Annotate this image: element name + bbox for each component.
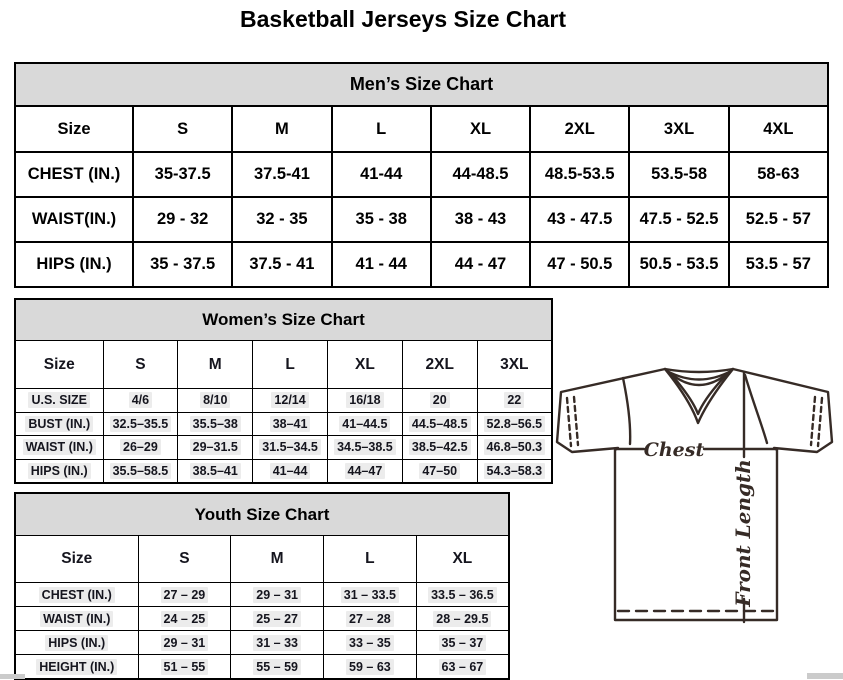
column-header: S xyxy=(103,341,178,389)
size-value: 47.5 - 52.5 xyxy=(629,197,728,242)
column-header: M xyxy=(232,106,331,152)
size-value: 32.5–35.5 xyxy=(103,412,178,436)
front-length-label: Front Length xyxy=(731,459,755,607)
size-value: 12/14 xyxy=(253,389,328,413)
column-header: 2XL xyxy=(402,341,477,389)
size-value: 35 – 37 xyxy=(416,631,509,655)
row-label: CHEST (IN.) xyxy=(15,583,138,607)
table-row xyxy=(15,459,552,483)
size-value: 29 – 31 xyxy=(231,583,324,607)
column-header: L xyxy=(253,341,328,389)
size-value: 43 - 47.5 xyxy=(530,197,629,242)
size-value: 16/18 xyxy=(327,389,402,413)
size-value: 31.5–34.5 xyxy=(253,436,328,460)
size-value: 51 – 55 xyxy=(138,655,231,680)
table-row xyxy=(15,389,552,413)
table-row xyxy=(15,631,509,655)
jersey-measurement-diagram xyxy=(552,362,837,677)
table-row xyxy=(15,436,552,460)
size-value: 35.5–38 xyxy=(178,412,253,436)
size-value: 44 - 47 xyxy=(431,242,530,287)
column-header: 2XL xyxy=(530,106,629,152)
size-value: 29 – 31 xyxy=(138,631,231,655)
size-value: 47 - 50.5 xyxy=(530,242,629,287)
size-value: 4/6 xyxy=(103,389,178,413)
table-row xyxy=(15,242,828,287)
size-value: 22 xyxy=(477,389,552,413)
size-value: 53.5 - 57 xyxy=(729,242,828,287)
scrollbar-fragment-right[interactable] xyxy=(807,673,843,679)
size-value: 31 – 33.5 xyxy=(324,583,417,607)
column-header: S xyxy=(138,536,231,583)
column-header: XL xyxy=(416,536,509,583)
column-header: L xyxy=(332,106,431,152)
size-value: 32 - 35 xyxy=(232,197,331,242)
size-value: 33.5 – 36.5 xyxy=(416,583,509,607)
row-label: CHEST (IN.) xyxy=(15,152,133,197)
size-value: 29 - 32 xyxy=(133,197,232,242)
column-header: M xyxy=(178,341,253,389)
size-value: 35 - 37.5 xyxy=(133,242,232,287)
column-header: Size xyxy=(15,341,103,389)
size-value: 44.5–48.5 xyxy=(402,412,477,436)
chart-title: Youth Size Chart xyxy=(15,493,509,536)
size-value: 38–41 xyxy=(253,412,328,436)
table-row xyxy=(15,412,552,436)
size-value: 50.5 - 53.5 xyxy=(629,242,728,287)
row-label: BUST (IN.) xyxy=(15,412,103,436)
size-value: 29–31.5 xyxy=(178,436,253,460)
column-header: XL xyxy=(327,341,402,389)
size-value: 27 – 29 xyxy=(138,583,231,607)
size-value: 34.5–38.5 xyxy=(327,436,402,460)
size-value: 37.5-41 xyxy=(232,152,331,197)
size-value: 28 – 29.5 xyxy=(416,607,509,631)
size-value: 35 - 38 xyxy=(332,197,431,242)
size-value: 48.5-53.5 xyxy=(530,152,629,197)
column-header: 3XL xyxy=(629,106,728,152)
size-value: 24 – 25 xyxy=(138,607,231,631)
chart-title: Men’s Size Chart xyxy=(15,63,828,106)
page-title: Basketball Jerseys Size Chart xyxy=(239,6,566,32)
size-value: 38.5–42.5 xyxy=(402,436,477,460)
row-label: HIPS (IN.) xyxy=(15,242,133,287)
size-value: 38 - 43 xyxy=(431,197,530,242)
size-value: 31 – 33 xyxy=(231,631,324,655)
size-value: 52.8–56.5 xyxy=(477,412,552,436)
chest-label: Chest xyxy=(643,439,705,461)
size-value: 35.5–58.5 xyxy=(103,459,178,483)
column-header: Size xyxy=(15,106,133,152)
table-row xyxy=(15,655,509,680)
size-value: 53.5-58 xyxy=(629,152,728,197)
size-value: 33 – 35 xyxy=(324,631,417,655)
size-value: 59 – 63 xyxy=(324,655,417,680)
youth-size-chart-table xyxy=(14,492,510,680)
column-header: XL xyxy=(431,106,530,152)
row-label: HIPS (IN.) xyxy=(15,459,103,483)
table-row xyxy=(15,583,509,607)
size-value: 25 – 27 xyxy=(231,607,324,631)
table-row xyxy=(15,152,828,197)
column-header: S xyxy=(133,106,232,152)
size-value: 58-63 xyxy=(729,152,828,197)
row-label: WAIST (IN.) xyxy=(15,436,103,460)
size-value: 52.5 - 57 xyxy=(729,197,828,242)
size-value: 55 – 59 xyxy=(231,655,324,680)
column-header: 3XL xyxy=(477,341,552,389)
column-header: Size xyxy=(15,536,138,583)
size-value: 8/10 xyxy=(178,389,253,413)
size-value: 37.5 - 41 xyxy=(232,242,331,287)
column-header: L xyxy=(324,536,417,583)
size-value: 44–47 xyxy=(327,459,402,483)
size-value: 26–29 xyxy=(103,436,178,460)
size-value: 47–50 xyxy=(402,459,477,483)
row-label: WAIST (IN.) xyxy=(15,607,138,631)
column-header: 4XL xyxy=(729,106,828,152)
table-row xyxy=(15,197,828,242)
size-value: 54.3–58.3 xyxy=(477,459,552,483)
jersey-outline xyxy=(557,369,832,622)
size-value: 63 – 67 xyxy=(416,655,509,680)
row-label: HEIGHT (IN.) xyxy=(15,655,138,680)
scrollbar-fragment-left[interactable] xyxy=(0,674,25,679)
size-value: 41–44 xyxy=(253,459,328,483)
table-row xyxy=(15,607,509,631)
row-label: WAIST(IN.) xyxy=(15,197,133,242)
size-value: 41-44 xyxy=(332,152,431,197)
size-value: 38.5–41 xyxy=(178,459,253,483)
row-label: U.S. SIZE xyxy=(15,389,103,413)
row-label: HIPS (IN.) xyxy=(15,631,138,655)
chart-title: Women’s Size Chart xyxy=(15,299,552,341)
column-header: M xyxy=(231,536,324,583)
size-value: 44-48.5 xyxy=(431,152,530,197)
size-value: 35-37.5 xyxy=(133,152,232,197)
size-value: 27 – 28 xyxy=(324,607,417,631)
size-value: 41–44.5 xyxy=(327,412,402,436)
mens-size-chart-table xyxy=(14,62,829,288)
womens-size-chart-table xyxy=(14,298,553,484)
size-value: 46.8–50.3 xyxy=(477,436,552,460)
size-value: 41 - 44 xyxy=(332,242,431,287)
size-value: 20 xyxy=(402,389,477,413)
